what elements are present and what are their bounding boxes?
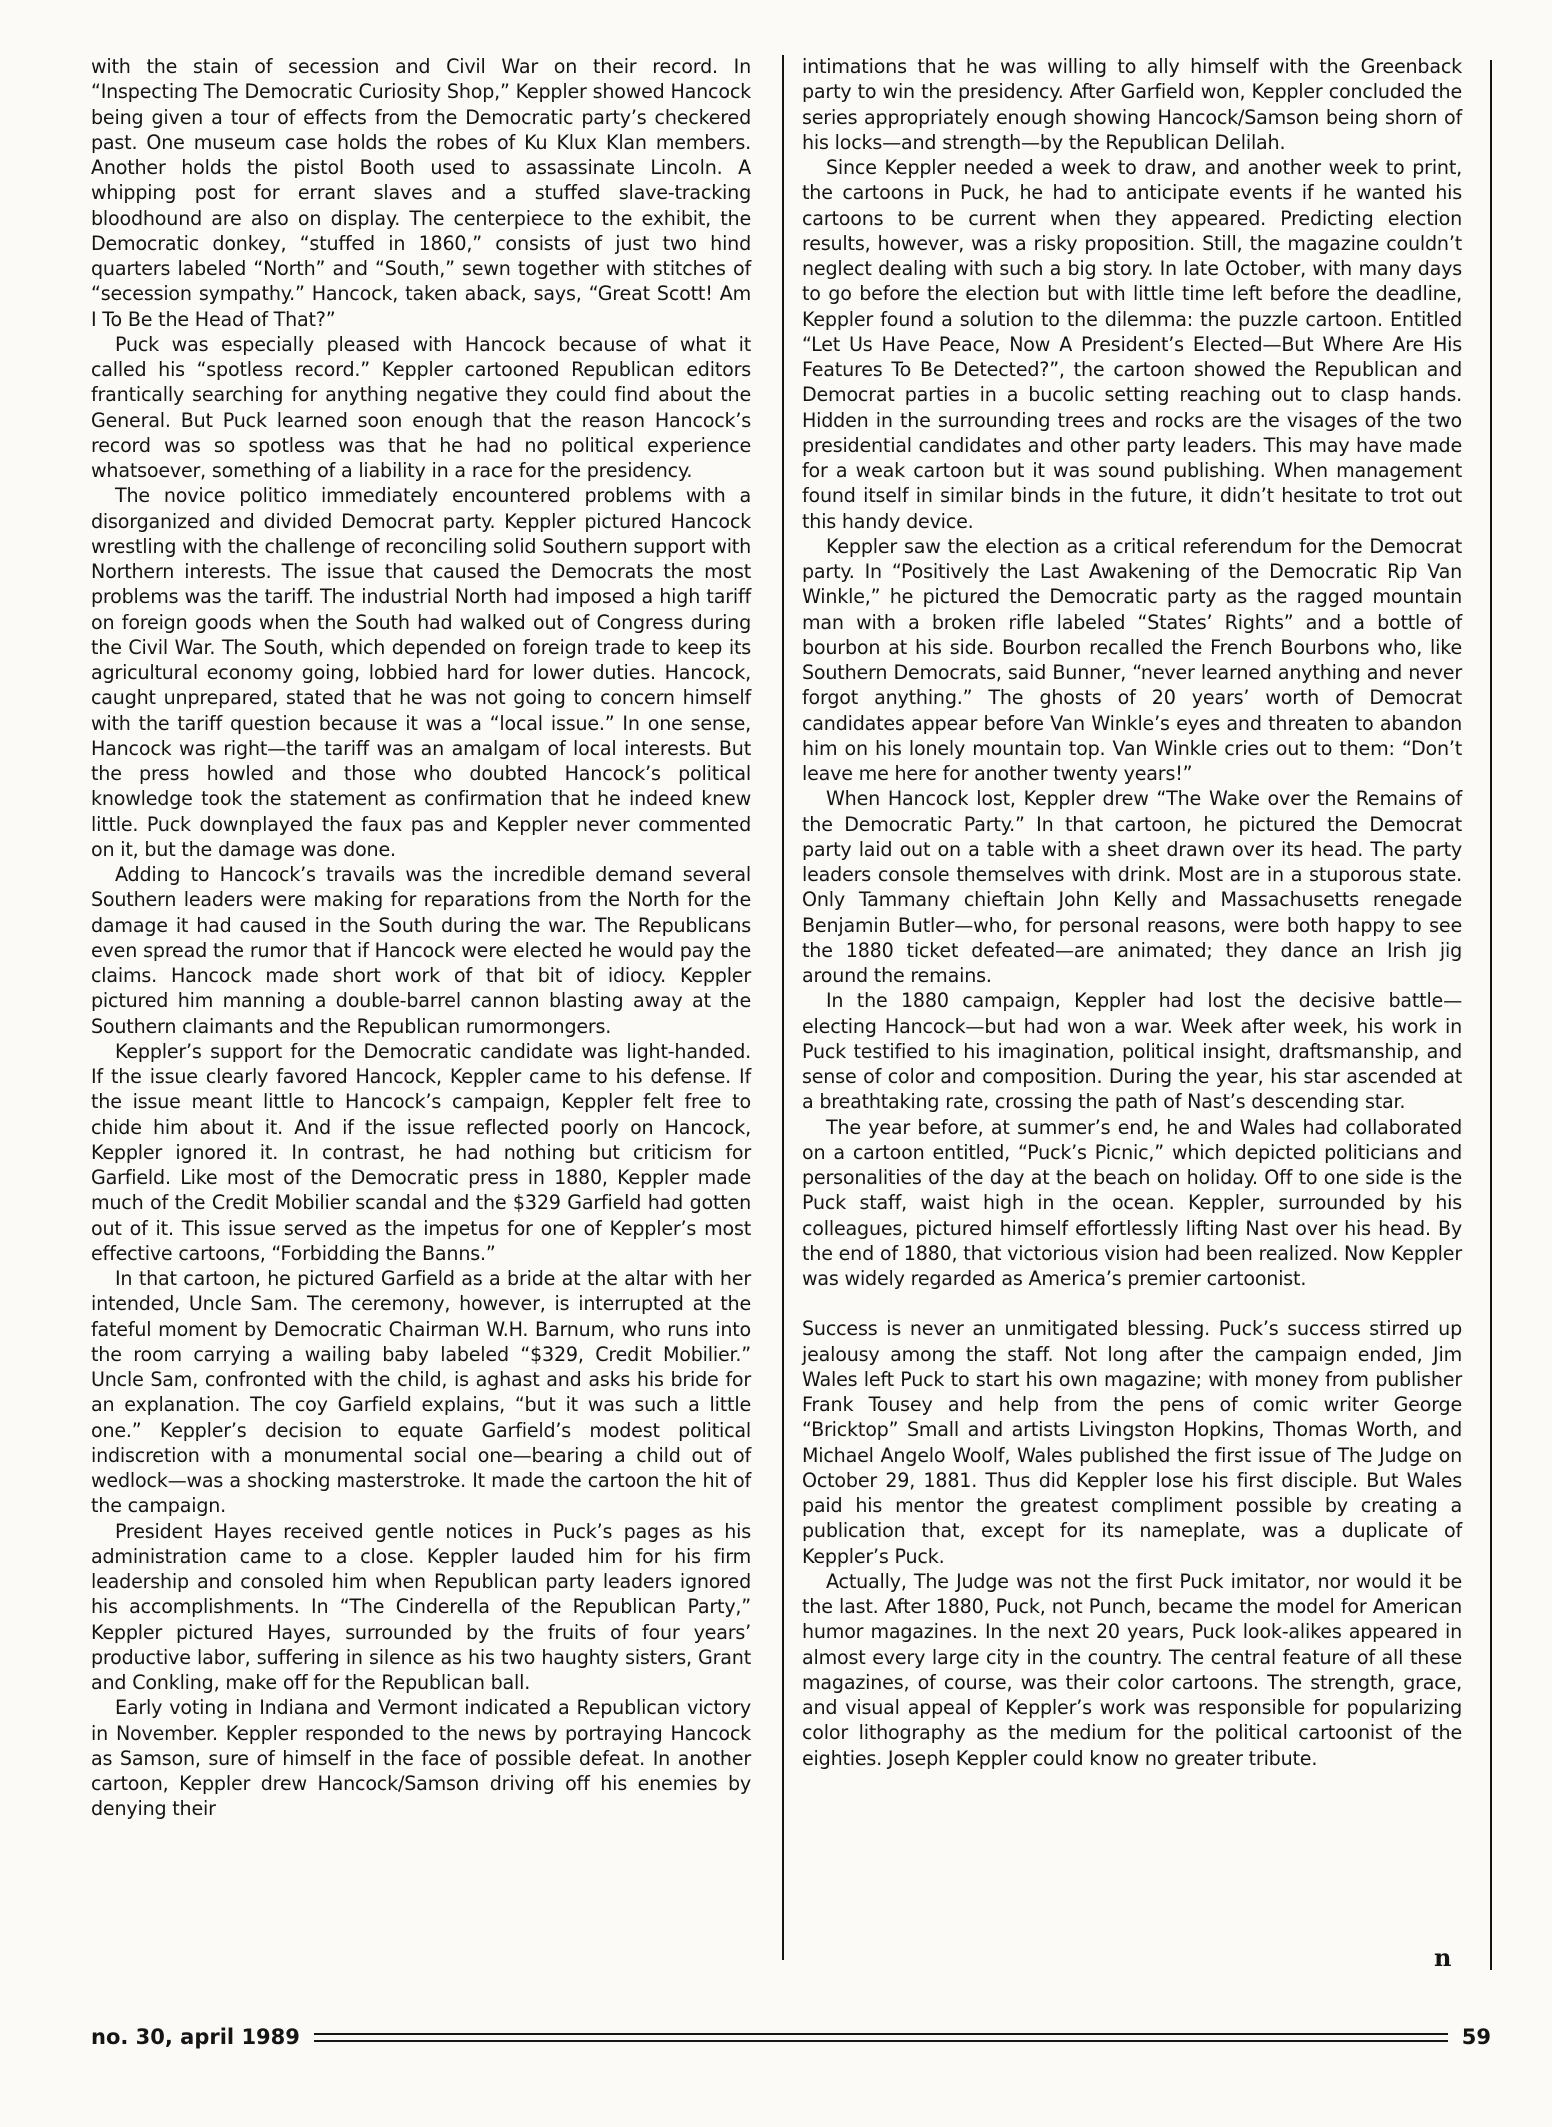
paragraph: Puck was especially pleased with Hancock because of what it called his “spotless record.” Keppler cartooned Republican editors frantically searching for anything negative they could find about the General. But Puck learned soon enough that the reason Hancock’s record was so spotless was that he had no political experience whatsoever, something of a liability in a race for the presidency.	[91, 332, 751, 482]
paragraph: Actually, The Judge was not the first Puck imitator, nor would it be the last. After 1880, Puck, not Punch, became the model for American humor magazines. In the next 20 years, Puck look-alikes appeared in almost every large city in the country. The central feature of all these magazines, of course, was their color cartoons. The strength, grace, and visual appeal of Keppler’s work was responsible for popularizing color lithography as the medium for the political cartoonist of the eighties. Joseph Keppler could know no greater tribute.	[802, 1569, 1462, 1770]
column-divider-rule	[782, 55, 784, 1960]
paragraph: In that cartoon, he pictured Garfield as a bride at the altar with her intended, Uncle Sam. The ceremony, however, is interrupted at the fateful moment by Democratic Chairman W.H. Barnum, who runs into the room carrying a wailing baby labeled “$329, Credit Mobilier.” Uncle Sam, confronted with the child, is aghast and asks his bride for an explanation. The coy Garfield explains, “but it was such a little one.” Keppler’s decision to equate Garfield’s modest political indiscretion with a monumental social one—bearing a child out of wedlock—was a shocking masterstroke. It made the cartoon the hit of the campaign.	[91, 1267, 751, 1518]
right-margin-rule	[1490, 60, 1492, 1970]
paragraph: In the 1880 campaign, Keppler had lost the decisive battle—electing Hancock—but had won a war. Week after week, his work in Puck testified to his imagination, political insight, draftsmanship, and sense of color and composition. During the year, his star ascended at a breathtaking rate, crossing the path of Nast’s descending star.	[802, 989, 1462, 1114]
section-start-paragraph: Success is never an unmitigated blessing. Puck’s success stirred up jealousy among the staff. Not long after the campaign ended, Jim Wales left Puck to start his own magazine; with money from publisher Frank Tousey and help from the pens of comic writer George “Bricktop” Small and artists Livingston Hopkins, Thomas Worth, and Michael Angelo Woolf, Wales published the first issue of The Judge on October 29, 1881. Thus did Keppler lose his first disciple. But Wales paid his mentor the greatest compliment possible by creating a publication that, except for its nameplate, was a duplicate of Keppler’s Puck.	[802, 1317, 1462, 1568]
paragraph: intimations that he was willing to ally himself with the Greenback party to win the presidency. After Garfield won, Keppler concluded the series appropriately enough showing Hancock/Samson being shorn of his locks—and strength—by the Republican Delilah.	[802, 55, 1462, 154]
paragraph: Since Keppler needed a week to draw, and another week to print, the cartoons in Puck, he had to anticipate events if he wanted his cartoons to be current when they appeared. Predicting election results, however, was a risky proposition. Still, the magazine couldn’t neglect dealing with such a big story. In late October, with many days to go before the election but with little time left before the deadline, Keppler found a solution to the dilemma: the puzzle cartoon. Entitled “Let Us Have Peace, Now A President’s Elected—But Where Are His Features To Be Detected?”, the cartoon showed the Republican and Democrat parties in a bucolic setting reaching out to clasp hands. Hidden in the surrounding trees and rocks are the visages of the two presidential candidates and other party leaders. This may have made for a weak cartoon but it was sound publishing. When management found itself in similar binds in the future, it didn’t hesitate to trot out this handy device.	[802, 156, 1462, 533]
paragraph: Keppler saw the election as a critical referendum for the Democrat party. In “Positively the Last Awakening of the Democratic Rip Van Winkle,” he pictured the Democratic party as the ragged mountain man with a broken rifle labeled “States’ Rights” and a bottle of bourbon at his side. Bourbon recalled the French Bourbons who, like Southern Democrats, said Bunner, “never learned anything and never forgot anything.” The ghosts of 20 years’ worth of Democrat candidates appear before Van Winkle’s eyes and threaten to abandon him on his lonely mountain top. Van Winkle cries out to them: “Don’t leave me here for another twenty years!”	[802, 534, 1462, 785]
paragraph: Adding to Hancock’s travails was the incredible demand several Southern leaders were making for reparations from the North for the damage it had caused in the South during the war. The Republicans even spread the rumor that if Hancock were elected he would pay the claims. Hancock made short work of that bit of idiocy. Keppler pictured him manning a double-barrel cannon blasting away at the Southern claimants and the Republican rumormongers.	[91, 863, 751, 1038]
paragraph: President Hayes received gentle notices in Puck’s pages as his administration came to a close. Keppler lauded him for his firm leadership and consoled him when Republican party leaders ignored his accomplishments. In “The Cinderella of the Republican Party,” Keppler pictured Hayes, surrounded by the fruits of four years’ productive labor, suffering in silence as his two haughty sisters, Grant and Conkling, make off for the Republican ball.	[91, 1519, 751, 1694]
left-text-column	[91, 54, 751, 1822]
right-text-column	[802, 54, 1462, 1771]
page-number: 59	[1461, 2025, 1491, 2049]
issue-label: no. 30, april 1989	[91, 2025, 300, 2049]
paragraph: Keppler’s support for the Democratic candidate was light-handed. If the issue clearly favored Hancock, Keppler came to his defense. If the issue meant little to Hancock’s campaign, Keppler felt free to chide him about it. And if the issue reflected poorly on Hancock, Keppler ignored it. In contrast, he had nothing but criticism for Garfield. Like most of the Democratic press in 1880, Keppler made much of the Credit Mobilier scandal and the $329 Garfield had gotten out of it. This issue served as the impetus for one of Keppler’s most effective cartoons, “Forbidding the Banns.”	[91, 1039, 751, 1265]
paragraph: The year before, at summer’s end, he and Wales had collaborated on a cartoon entitled, “Puck’s Picnic,” which depicted politicians and personalities of the day at the beach on holiday. Off to one side is the Puck staff, waist high in the ocean. Keppler, surrounded by his colleagues, pictured himself effortlessly lifting Nast over his head. By the end of 1880, that victorious vision had been realized. Now Keppler was widely regarded as America’s premier cartoonist.	[802, 1115, 1462, 1290]
footer-double-rule	[314, 2033, 1448, 2042]
paragraph: The novice politico immediately encountered problems with a disorganized and divided Democrat party. Keppler pictured Hancock wrestling with the challenge of reconciling solid Southern support with Northern interests. The issue that caused the Democrats the most problems was the tariff. The industrial North had imposed a high tariff on foreign goods when the South had walked out of Congress during the Civil War. The South, which depended on foreign trade to keep its agricultural economy going, lobbied hard for lower duties. Hancock, caught unprepared, stated that he was not going to concern himself with the tariff question because it was a “local issue.” In one sense, Hancock was right—the tariff was an amalgam of local interests. But the press howled and those who doubted Hancock’s political knowledge took the statement as confirmation that he indeed knew little. Puck downplayed the faux pas and Keppler never commented on it, but the damage was done.	[91, 484, 751, 861]
end-of-article-mark: n	[1434, 1943, 1452, 1972]
paragraph: Early voting in Indiana and Vermont indicated a Republican victory in November. Keppler responded to the news by portraying Hancock as Samson, sure of himself in the face of possible defeat. In another cartoon, Keppler drew Hancock/Samson driving off his enemies by denying their	[91, 1696, 751, 1821]
paragraph: When Hancock lost, Keppler drew “The Wake over the Remains of the Democratic Party.” In that cartoon, he pictured the Democrat party laid out on a table with a sheet drawn over its head. The party leaders console themselves with drink. Most are in a stuporous state. Only Tammany chieftain John Kelly and Massachusetts renegade Benjamin Butler—who, for personal reasons, were both happy to see the 1880 ticket defeated—are animated; they dance an Irish jig around the remains.	[802, 787, 1462, 987]
paragraph: with the stain of secession and Civil War on their record. In “Inspecting The Democratic Curiosity Shop,” Keppler showed Hancock being given a tour of effects from the Democratic party’s checkered past. One museum case holds the robes of Ku Klux Klan members. Another holds the pistol Booth used to assassinate Lincoln. A whipping post for errant slaves and a stuffed slave-tracking bloodhound are also on display. The centerpiece to the exhibit, the Democratic donkey, “stuffed in 1860,” consists of just two hind quarters labeled “North” and “South,” sewn together with stitches of “secession sympathy.” Hancock, taken aback, says, “Great Scott! Am I To Be the Head of That?”	[91, 55, 751, 331]
page-footer	[91, 2022, 1491, 2052]
